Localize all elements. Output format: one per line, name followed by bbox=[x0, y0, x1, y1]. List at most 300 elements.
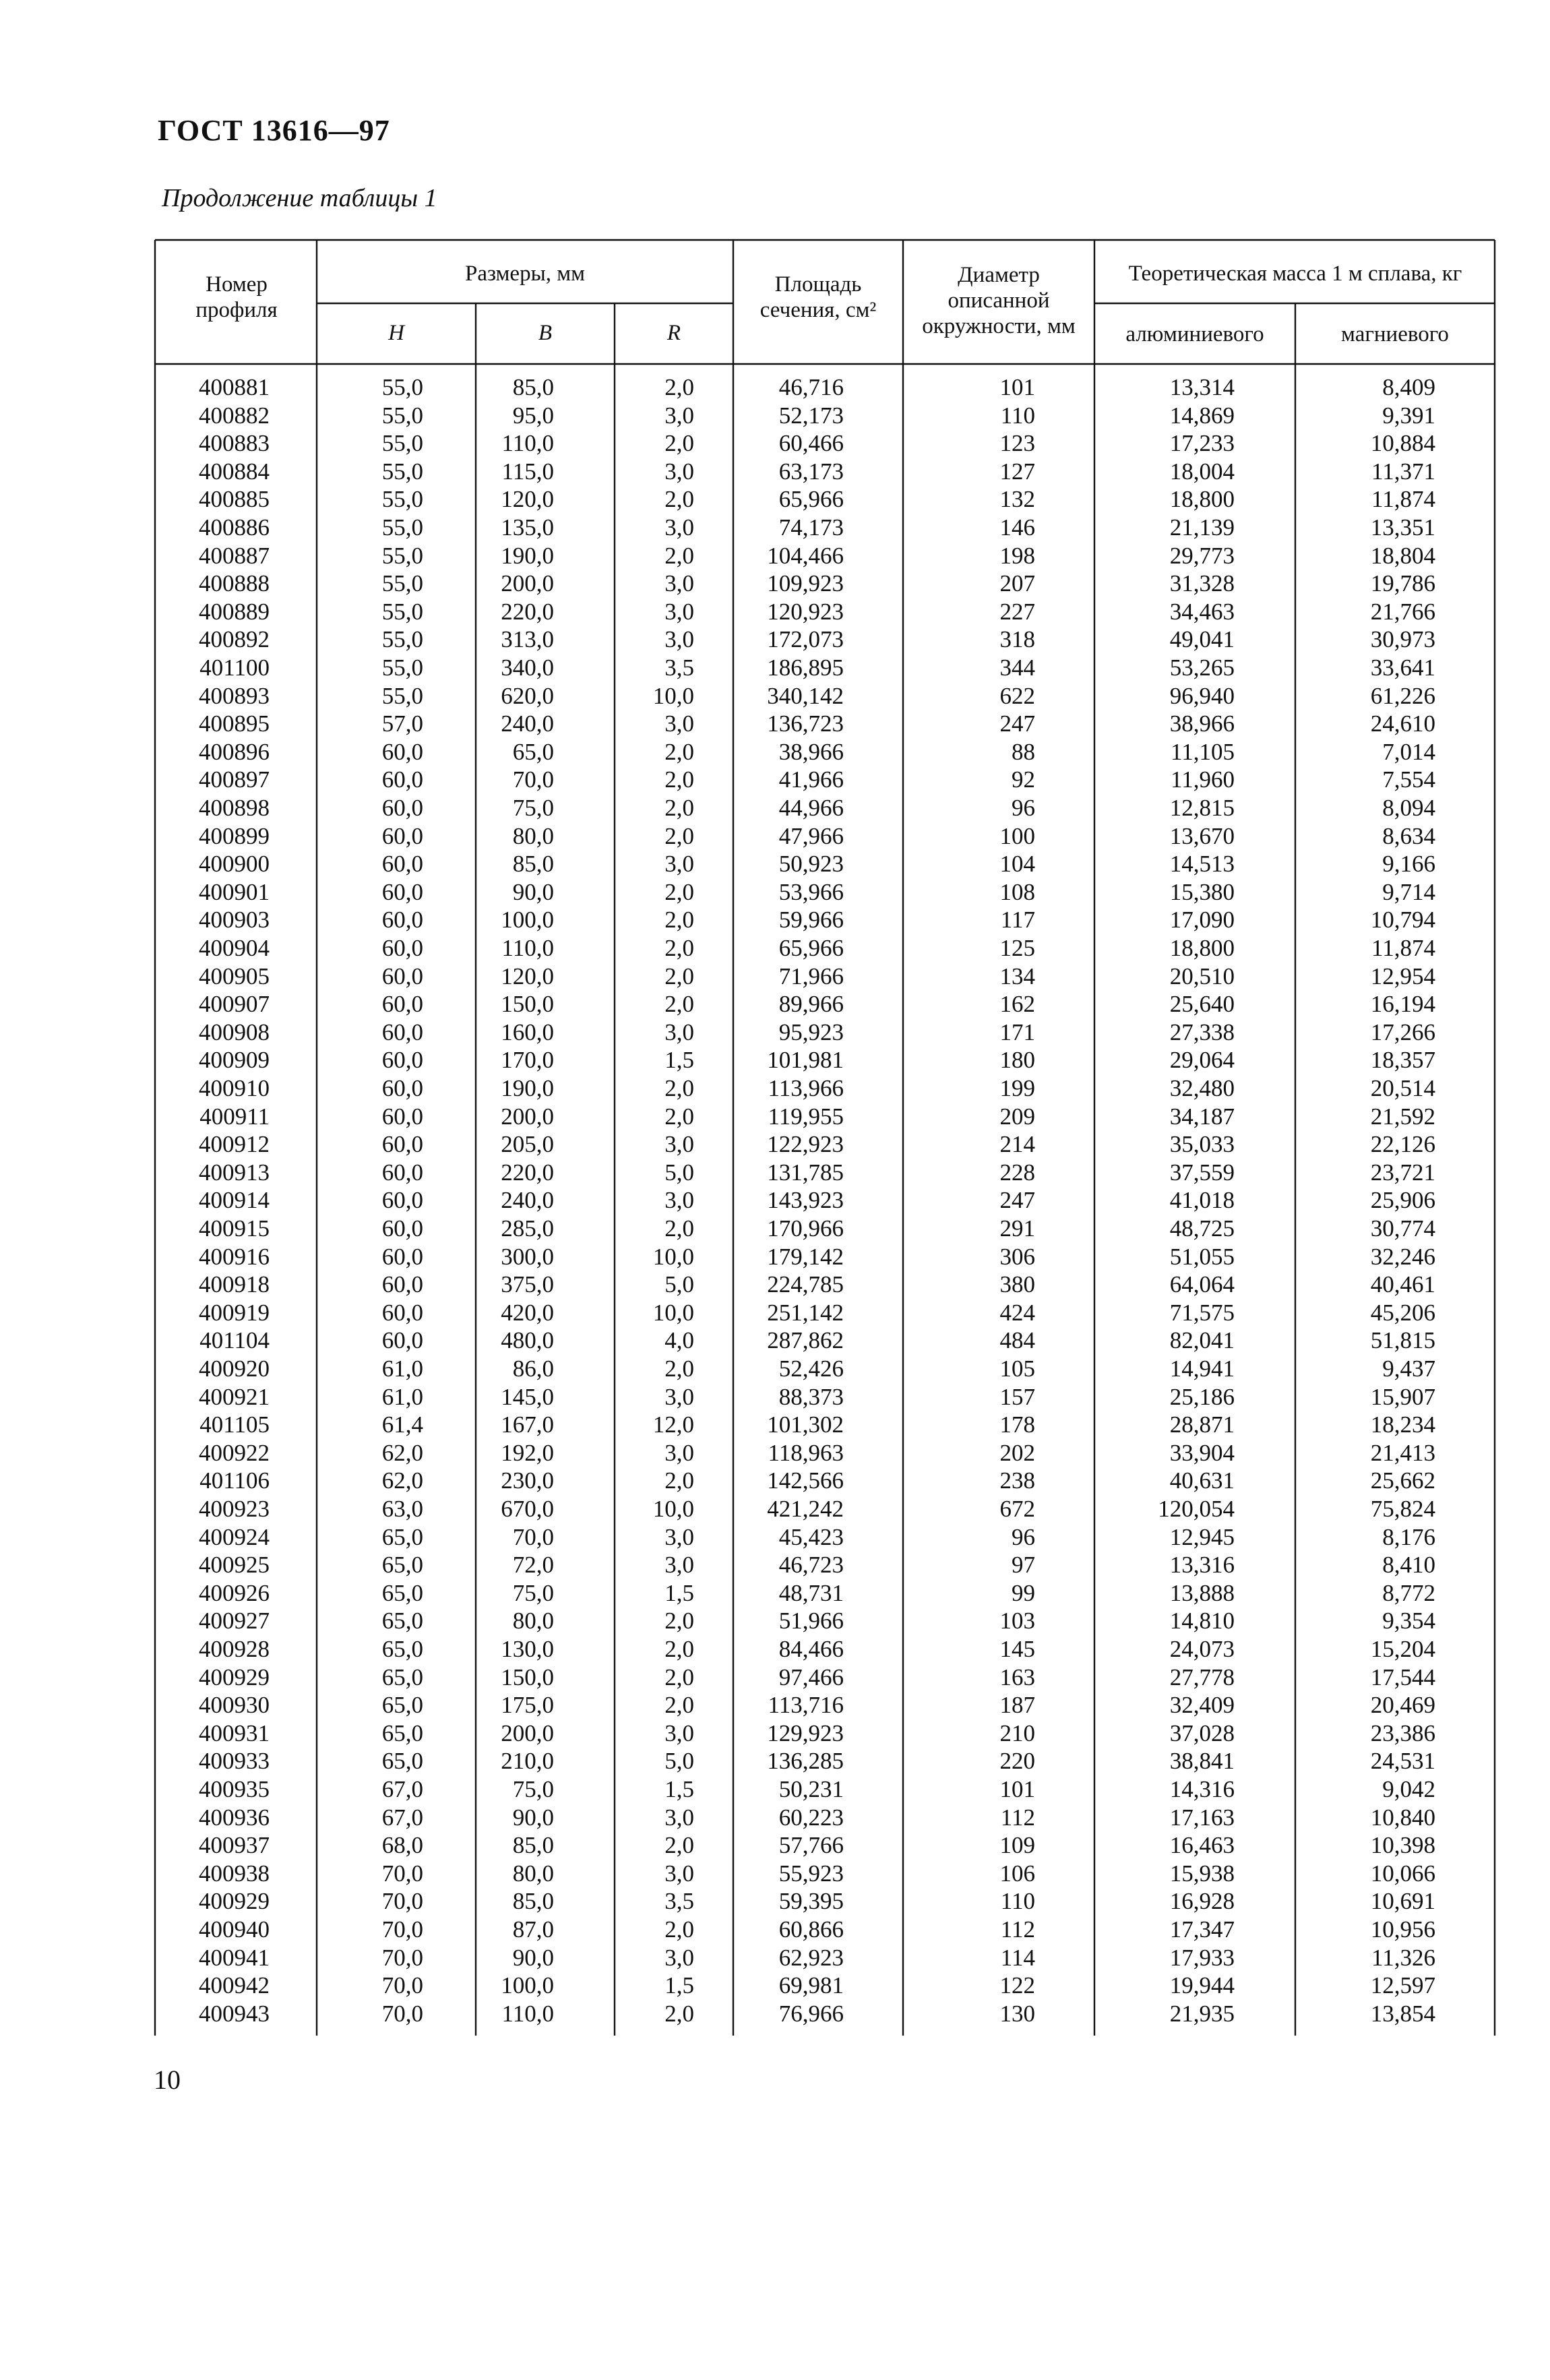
cell-dim-r: 1,5 bbox=[664, 1776, 694, 1802]
cell-area: 50,231 bbox=[778, 1776, 844, 1802]
cell-mass-aluminum: 14,513 bbox=[1169, 851, 1235, 878]
cell-dim-b: 670,0 bbox=[501, 1496, 554, 1522]
table-row bbox=[0, 1411, 1550, 1439]
cell-dim-h: 70,0 bbox=[381, 1860, 423, 1887]
cell-mass-magnesium: 24,610 bbox=[1370, 710, 1435, 737]
table-row bbox=[0, 402, 1550, 430]
table-row bbox=[0, 1747, 1550, 1775]
header-mass: Теоретическая масса 1 м сплава, кг bbox=[1128, 262, 1462, 286]
cell-profile-number: 400904 bbox=[199, 935, 270, 961]
cell-dim-r: 3,0 bbox=[664, 402, 694, 429]
cell-profile-number: 400922 bbox=[199, 1439, 270, 1466]
cell-area: 65,966 bbox=[778, 486, 844, 513]
cell-diameter: 88 bbox=[1012, 738, 1035, 765]
cell-dim-h: 65,0 bbox=[381, 1748, 423, 1775]
cell-mass-magnesium: 15,907 bbox=[1370, 1383, 1435, 1410]
cell-dim-h: 60,0 bbox=[381, 991, 423, 1018]
cell-area: 44,966 bbox=[778, 795, 844, 821]
cell-profile-number: 400924 bbox=[199, 1523, 270, 1550]
cell-mass-aluminum: 21,139 bbox=[1169, 514, 1235, 541]
cell-diameter: 106 bbox=[999, 1860, 1035, 1887]
cell-dim-b: 167,0 bbox=[501, 1411, 554, 1438]
cell-profile-number: 400893 bbox=[199, 682, 270, 709]
cell-profile-number: 400921 bbox=[199, 1383, 270, 1410]
cell-dim-r: 2,0 bbox=[664, 2000, 694, 2027]
cell-area: 50,923 bbox=[778, 851, 844, 878]
cell-mass-aluminum: 17,233 bbox=[1169, 430, 1235, 457]
table-row bbox=[0, 1804, 1550, 1832]
cell-dim-r: 5,0 bbox=[664, 1748, 694, 1775]
cell-area: 41,966 bbox=[778, 766, 844, 793]
cell-profile-number: 400915 bbox=[199, 1215, 270, 1242]
cell-dim-b: 90,0 bbox=[512, 878, 554, 905]
cell-dim-b: 190,0 bbox=[501, 1075, 554, 1101]
table-row bbox=[0, 682, 1550, 710]
table-row bbox=[0, 878, 1550, 907]
cell-diameter: 207 bbox=[999, 570, 1035, 597]
cell-dim-h: 61,0 bbox=[381, 1383, 423, 1410]
cell-mass-magnesium: 9,354 bbox=[1382, 1608, 1435, 1635]
cell-mass-aluminum: 12,945 bbox=[1169, 1523, 1235, 1550]
cell-mass-aluminum: 51,055 bbox=[1169, 1243, 1235, 1270]
cell-dim-r: 10,0 bbox=[652, 682, 694, 709]
cell-area: 60,866 bbox=[778, 1916, 844, 1943]
cell-dim-r: 3,5 bbox=[664, 654, 694, 681]
cell-dim-b: 80,0 bbox=[512, 1860, 554, 1887]
cell-diameter: 178 bbox=[999, 1411, 1035, 1438]
cell-mass-aluminum: 11,105 bbox=[1171, 738, 1235, 765]
cell-dim-b: 86,0 bbox=[512, 1355, 554, 1382]
header-b-cell bbox=[476, 321, 615, 346]
cell-profile-number: 400896 bbox=[199, 738, 270, 765]
header-h-cell bbox=[317, 321, 476, 346]
cell-diameter: 108 bbox=[999, 878, 1035, 905]
cell-dim-r: 2,0 bbox=[664, 374, 694, 400]
cell-dim-b: 170,0 bbox=[501, 1047, 554, 1074]
cell-area: 69,981 bbox=[778, 1972, 844, 1999]
cell-mass-magnesium: 15,204 bbox=[1370, 1636, 1435, 1662]
cell-dim-b: 70,0 bbox=[512, 1523, 554, 1550]
cell-area: 71,966 bbox=[778, 963, 844, 989]
cell-area: 45,423 bbox=[778, 1523, 844, 1550]
cell-mass-aluminum: 31,328 bbox=[1169, 570, 1235, 597]
cell-area: 142,566 bbox=[767, 1467, 844, 1494]
table-row bbox=[0, 1299, 1550, 1327]
cell-dim-h: 65,0 bbox=[381, 1719, 423, 1746]
cell-mass-magnesium: 8,409 bbox=[1382, 374, 1435, 400]
cell-profile-number: 400929 bbox=[199, 1664, 270, 1690]
cell-profile-number: 400886 bbox=[199, 514, 270, 541]
table-row bbox=[0, 1775, 1550, 1804]
table-row bbox=[0, 934, 1550, 963]
cell-mass-magnesium: 10,398 bbox=[1370, 1832, 1435, 1859]
cell-mass-aluminum: 34,463 bbox=[1169, 598, 1235, 625]
table-row bbox=[0, 1523, 1550, 1552]
cell-area: 340,142 bbox=[767, 682, 844, 709]
cell-area: 97,466 bbox=[778, 1664, 844, 1690]
cell-diameter: 99 bbox=[1012, 1579, 1035, 1606]
cell-diameter: 424 bbox=[999, 1299, 1035, 1326]
cell-mass-magnesium: 11,326 bbox=[1371, 1944, 1435, 1971]
cell-mass-magnesium: 23,386 bbox=[1370, 1719, 1435, 1746]
cell-area: 48,731 bbox=[778, 1579, 844, 1606]
cell-dim-r: 3,0 bbox=[664, 851, 694, 878]
cell-area: 143,923 bbox=[767, 1187, 844, 1214]
cell-profile-number: 400897 bbox=[199, 766, 270, 793]
cell-mass-magnesium: 21,766 bbox=[1370, 598, 1435, 625]
cell-mass-aluminum: 82,041 bbox=[1169, 1327, 1235, 1354]
cell-dim-h: 55,0 bbox=[381, 682, 423, 709]
cell-profile-number: 400923 bbox=[199, 1496, 270, 1522]
cell-diameter: 101 bbox=[999, 374, 1035, 400]
cell-mass-aluminum: 71,575 bbox=[1169, 1299, 1235, 1326]
cell-mass-aluminum: 33,904 bbox=[1169, 1439, 1235, 1466]
cell-profile-number: 400899 bbox=[199, 822, 270, 849]
cell-mass-aluminum: 17,347 bbox=[1169, 1916, 1235, 1943]
cell-area: 109,923 bbox=[767, 570, 844, 597]
cell-mass-aluminum: 32,480 bbox=[1169, 1075, 1235, 1101]
cell-profile-number: 400895 bbox=[199, 710, 270, 737]
cell-area: 60,223 bbox=[778, 1804, 844, 1831]
cell-mass-aluminum: 19,944 bbox=[1169, 1972, 1235, 1999]
cell-dim-b: 85,0 bbox=[512, 1832, 554, 1859]
table-row bbox=[0, 963, 1550, 991]
cell-mass-aluminum: 34,187 bbox=[1169, 1103, 1235, 1130]
cell-dim-b: 620,0 bbox=[501, 682, 554, 709]
cell-profile-number: 400901 bbox=[199, 878, 270, 905]
cell-diameter: 97 bbox=[1012, 1552, 1035, 1579]
cell-dim-b: 100,0 bbox=[501, 1972, 554, 1999]
cell-profile-number: 400900 bbox=[199, 851, 270, 878]
cell-diameter: 198 bbox=[999, 542, 1035, 569]
cell-mass-aluminum: 24,073 bbox=[1169, 1636, 1235, 1662]
cell-area: 136,285 bbox=[767, 1748, 844, 1775]
cell-dim-r: 2,0 bbox=[664, 991, 694, 1018]
cell-profile-number: 400931 bbox=[199, 1719, 270, 1746]
cell-profile-number: 400937 bbox=[199, 1832, 270, 1859]
cell-area: 113,716 bbox=[768, 1692, 844, 1719]
cell-profile-number: 400884 bbox=[199, 458, 270, 485]
table-row bbox=[0, 1271, 1550, 1299]
cell-dim-b: 135,0 bbox=[501, 514, 554, 541]
cell-dim-h: 55,0 bbox=[381, 374, 423, 400]
cell-dim-r: 3,0 bbox=[664, 710, 694, 737]
cell-mass-aluminum: 120,054 bbox=[1158, 1496, 1235, 1522]
cell-dim-b: 150,0 bbox=[501, 991, 554, 1018]
cell-mass-aluminum: 37,559 bbox=[1169, 1159, 1235, 1186]
table-row bbox=[0, 1887, 1550, 1916]
cell-dim-b: 85,0 bbox=[512, 851, 554, 878]
cell-area: 63,173 bbox=[778, 458, 844, 485]
cell-dim-h: 63,0 bbox=[381, 1496, 423, 1522]
cell-dim-b: 75,0 bbox=[512, 1776, 554, 1802]
cell-profile-number: 400918 bbox=[199, 1271, 270, 1298]
cell-dim-b: 285,0 bbox=[501, 1215, 554, 1242]
cell-mass-magnesium: 11,371 bbox=[1371, 458, 1435, 485]
cell-area: 120,923 bbox=[767, 598, 844, 625]
cell-dim-h: 60,0 bbox=[381, 1075, 423, 1101]
cell-diameter: 100 bbox=[999, 822, 1035, 849]
cell-mass-magnesium: 10,956 bbox=[1370, 1916, 1435, 1943]
cell-area: 131,785 bbox=[767, 1159, 844, 1186]
table-row bbox=[0, 738, 1550, 766]
cell-dim-b: 145,0 bbox=[501, 1383, 554, 1410]
table-row bbox=[0, 429, 1550, 458]
cell-mass-magnesium: 9,714 bbox=[1382, 878, 1435, 905]
table-row bbox=[0, 458, 1550, 486]
cell-dim-b: 75,0 bbox=[512, 795, 554, 821]
table-row bbox=[0, 1691, 1550, 1719]
cell-dim-r: 2,0 bbox=[664, 878, 694, 905]
cell-mass-magnesium: 25,662 bbox=[1370, 1467, 1435, 1494]
cell-area: 47,966 bbox=[778, 822, 844, 849]
cell-mass-magnesium: 8,772 bbox=[1382, 1579, 1435, 1606]
cell-dim-b: 115,0 bbox=[501, 458, 554, 485]
cell-dim-b: 420,0 bbox=[501, 1299, 554, 1326]
cell-dim-r: 1,5 bbox=[664, 1579, 694, 1606]
cell-mass-magnesium: 17,266 bbox=[1370, 1018, 1435, 1045]
cell-profile-number: 400888 bbox=[199, 570, 270, 597]
cell-diameter: 380 bbox=[999, 1271, 1035, 1298]
cell-mass-aluminum: 27,778 bbox=[1169, 1664, 1235, 1690]
cell-mass-magnesium: 9,437 bbox=[1382, 1355, 1435, 1382]
cell-dim-h: 70,0 bbox=[381, 1972, 423, 1999]
cell-profile-number: 400898 bbox=[199, 795, 270, 821]
cell-mass-magnesium: 16,194 bbox=[1370, 991, 1435, 1018]
cell-mass-magnesium: 10,884 bbox=[1370, 430, 1435, 457]
cell-dim-h: 67,0 bbox=[381, 1804, 423, 1831]
cell-dim-h: 70,0 bbox=[381, 1916, 423, 1943]
cell-dim-h: 55,0 bbox=[381, 458, 423, 485]
cell-diameter: 247 bbox=[999, 710, 1035, 737]
cell-dim-r: 3,0 bbox=[664, 1552, 694, 1579]
page-number: 10 bbox=[154, 2065, 181, 2095]
cell-mass-aluminum: 17,933 bbox=[1169, 1944, 1235, 1971]
cell-profile-number: 400911 bbox=[199, 1103, 270, 1130]
cell-dim-h: 60,0 bbox=[381, 1131, 423, 1158]
cell-diameter: 110 bbox=[1000, 1888, 1035, 1915]
cell-dim-b: 313,0 bbox=[501, 626, 554, 653]
cell-mass-magnesium: 40,461 bbox=[1370, 1271, 1435, 1298]
cell-profile-number: 400905 bbox=[199, 963, 270, 989]
cell-dim-b: 480,0 bbox=[501, 1327, 554, 1354]
cell-dim-h: 60,0 bbox=[381, 822, 423, 849]
cell-dim-h: 57,0 bbox=[381, 710, 423, 737]
cell-dim-b: 90,0 bbox=[512, 1804, 554, 1831]
cell-dim-b: 110,0 bbox=[501, 2000, 554, 2027]
table-row bbox=[0, 598, 1550, 626]
cell-diameter: 146 bbox=[999, 514, 1035, 541]
cell-dim-b: 220,0 bbox=[501, 1159, 554, 1186]
cell-diameter: 162 bbox=[999, 991, 1035, 1018]
cell-dim-r: 3,0 bbox=[664, 1018, 694, 1045]
cell-dim-r: 3,0 bbox=[664, 1439, 694, 1466]
cell-mass-aluminum: 13,888 bbox=[1169, 1579, 1235, 1606]
cell-mass-magnesium: 12,597 bbox=[1370, 1972, 1435, 1999]
cell-diameter: 130 bbox=[999, 2000, 1035, 2027]
cell-area: 60,466 bbox=[778, 430, 844, 457]
cell-diameter: 96 bbox=[1012, 795, 1035, 821]
cell-mass-magnesium: 18,804 bbox=[1370, 542, 1435, 569]
table-row bbox=[0, 1103, 1550, 1131]
cell-mass-aluminum: 14,869 bbox=[1169, 402, 1235, 429]
header-h: H bbox=[388, 321, 404, 345]
cell-diameter: 210 bbox=[999, 1719, 1035, 1746]
cell-mass-aluminum: 64,064 bbox=[1169, 1271, 1235, 1298]
cell-dim-h: 70,0 bbox=[381, 1888, 423, 1915]
cell-dim-r: 3,0 bbox=[664, 1719, 694, 1746]
cell-dim-r: 2,0 bbox=[664, 1467, 694, 1494]
cell-area: 170,966 bbox=[767, 1215, 844, 1242]
cell-mass-aluminum: 14,810 bbox=[1169, 1608, 1235, 1635]
cell-diameter: 163 bbox=[999, 1664, 1035, 1690]
cell-mass-magnesium: 10,066 bbox=[1370, 1860, 1435, 1887]
cell-diameter: 227 bbox=[999, 598, 1035, 625]
cell-dim-b: 220,0 bbox=[501, 598, 554, 625]
cell-diameter: 228 bbox=[999, 1159, 1035, 1186]
cell-dim-h: 60,0 bbox=[381, 935, 423, 961]
cell-dim-b: 230,0 bbox=[501, 1467, 554, 1494]
cell-mass-magnesium: 17,544 bbox=[1370, 1664, 1435, 1690]
cell-profile-number: 400942 bbox=[199, 1972, 270, 1999]
cell-profile-number: 400913 bbox=[199, 1159, 270, 1186]
cell-dim-b: 375,0 bbox=[501, 1271, 554, 1298]
cell-dim-h: 60,0 bbox=[381, 1159, 423, 1186]
cell-dim-r: 2,0 bbox=[664, 795, 694, 821]
cell-dim-b: 100,0 bbox=[501, 907, 554, 934]
cell-dim-b: 240,0 bbox=[501, 1187, 554, 1214]
cell-dim-b: 190,0 bbox=[501, 542, 554, 569]
cell-area: 129,923 bbox=[767, 1719, 844, 1746]
cell-dim-r: 2,0 bbox=[664, 1692, 694, 1719]
cell-dim-h: 60,0 bbox=[381, 1271, 423, 1298]
cell-dim-r: 2,0 bbox=[664, 963, 694, 989]
cell-mass-aluminum: 17,163 bbox=[1169, 1804, 1235, 1831]
cell-mass-aluminum: 12,815 bbox=[1169, 795, 1235, 821]
header-r-cell bbox=[615, 321, 733, 346]
cell-mass-magnesium: 10,691 bbox=[1370, 1888, 1435, 1915]
cell-mass-aluminum: 18,800 bbox=[1169, 935, 1235, 961]
cell-dim-h: 61,4 bbox=[381, 1411, 423, 1438]
cell-mass-magnesium: 75,824 bbox=[1370, 1496, 1435, 1522]
cell-mass-magnesium: 18,234 bbox=[1370, 1411, 1435, 1438]
cell-dim-h: 68,0 bbox=[381, 1832, 423, 1859]
cell-dim-r: 2,0 bbox=[664, 822, 694, 849]
cell-mass-aluminum: 14,941 bbox=[1169, 1355, 1235, 1382]
cell-mass-magnesium: 10,794 bbox=[1370, 907, 1435, 934]
table-row bbox=[0, 1972, 1550, 2000]
table-row bbox=[0, 485, 1550, 514]
cell-dim-r: 3,0 bbox=[664, 1860, 694, 1887]
cell-mass-magnesium: 51,815 bbox=[1370, 1327, 1435, 1354]
cell-dim-h: 65,0 bbox=[381, 1692, 423, 1719]
cell-mass-aluminum: 16,928 bbox=[1169, 1888, 1235, 1915]
cell-area: 59,395 bbox=[778, 1888, 844, 1915]
cell-diameter: 101 bbox=[999, 1776, 1035, 1802]
cell-mass-aluminum: 48,725 bbox=[1169, 1215, 1235, 1242]
cell-mass-aluminum: 20,510 bbox=[1169, 963, 1235, 989]
cell-mass-magnesium: 8,634 bbox=[1382, 822, 1435, 849]
cell-dim-h: 62,0 bbox=[381, 1439, 423, 1466]
cell-dim-h: 62,0 bbox=[381, 1467, 423, 1494]
cell-profile-number: 400883 bbox=[199, 430, 270, 457]
cell-dim-r: 3,0 bbox=[664, 1383, 694, 1410]
cell-dim-h: 60,0 bbox=[381, 1018, 423, 1045]
cell-area: 136,723 bbox=[767, 710, 844, 737]
cell-dim-h: 65,0 bbox=[381, 1664, 423, 1690]
cell-mass-aluminum: 29,773 bbox=[1169, 542, 1235, 569]
cell-dim-r: 3,0 bbox=[664, 598, 694, 625]
cell-mass-aluminum: 32,409 bbox=[1169, 1692, 1235, 1719]
table-row bbox=[0, 1074, 1550, 1103]
header-aluminum: алюминиевого bbox=[1125, 322, 1264, 346]
cell-dim-r: 5,0 bbox=[664, 1271, 694, 1298]
cell-mass-magnesium: 8,176 bbox=[1382, 1523, 1435, 1550]
cell-dim-r: 3,0 bbox=[664, 514, 694, 541]
cell-mass-magnesium: 7,554 bbox=[1382, 766, 1435, 793]
table-row bbox=[0, 794, 1550, 822]
cell-dim-r: 2,0 bbox=[664, 1664, 694, 1690]
cell-dim-b: 95,0 bbox=[512, 402, 554, 429]
table-row bbox=[0, 1579, 1550, 1608]
cell-area: 74,173 bbox=[778, 514, 844, 541]
cell-diameter: 214 bbox=[999, 1131, 1035, 1158]
cell-profile-number: 400936 bbox=[199, 1804, 270, 1831]
cell-dim-b: 85,0 bbox=[512, 374, 554, 400]
cell-mass-magnesium: 11,874 bbox=[1371, 935, 1435, 961]
cell-dim-r: 2,0 bbox=[664, 1103, 694, 1130]
cell-dim-h: 65,0 bbox=[381, 1552, 423, 1579]
cell-area: 95,923 bbox=[778, 1018, 844, 1045]
cell-diameter: 109 bbox=[999, 1832, 1035, 1859]
cell-mass-aluminum: 38,966 bbox=[1169, 710, 1235, 737]
cell-mass-magnesium: 61,226 bbox=[1370, 682, 1435, 709]
cell-area: 179,142 bbox=[767, 1243, 844, 1270]
cell-mass-magnesium: 12,954 bbox=[1370, 963, 1435, 989]
table-row bbox=[0, 1243, 1550, 1271]
table-row bbox=[0, 1215, 1550, 1243]
table-row bbox=[0, 1719, 1550, 1748]
table-row bbox=[0, 1916, 1550, 1944]
cell-dim-b: 200,0 bbox=[501, 570, 554, 597]
header-dimensions: Размеры, мм bbox=[464, 262, 586, 286]
cell-diameter: 127 bbox=[999, 458, 1035, 485]
cell-dim-h: 55,0 bbox=[381, 570, 423, 597]
cell-mass-magnesium: 23,721 bbox=[1370, 1159, 1435, 1186]
cell-dim-b: 300,0 bbox=[501, 1243, 554, 1270]
cell-dim-r: 12,0 bbox=[652, 1411, 694, 1438]
cell-dim-h: 60,0 bbox=[381, 963, 423, 989]
cell-dim-h: 60,0 bbox=[381, 738, 423, 765]
cell-profile-number: 400926 bbox=[199, 1579, 270, 1606]
cell-profile-number: 400882 bbox=[199, 402, 270, 429]
cell-dim-r: 2,0 bbox=[664, 738, 694, 765]
cell-diameter: 187 bbox=[999, 1692, 1035, 1719]
cell-dim-r: 5,0 bbox=[664, 1159, 694, 1186]
cell-dim-b: 340,0 bbox=[501, 654, 554, 681]
cell-dim-h: 60,0 bbox=[381, 1047, 423, 1074]
cell-mass-magnesium: 22,126 bbox=[1370, 1131, 1435, 1158]
cell-dim-r: 1,5 bbox=[664, 1047, 694, 1074]
document-code: ГОСТ 13616—97 bbox=[158, 114, 390, 147]
cell-dim-b: 175,0 bbox=[501, 1692, 554, 1719]
table-row bbox=[0, 1635, 1550, 1664]
cell-diameter: 96 bbox=[1012, 1523, 1035, 1550]
cell-mass-aluminum: 35,033 bbox=[1169, 1131, 1235, 1158]
cell-dim-h: 55,0 bbox=[381, 430, 423, 457]
table-row bbox=[0, 1831, 1550, 1860]
cell-profile-number: 400927 bbox=[199, 1608, 270, 1635]
